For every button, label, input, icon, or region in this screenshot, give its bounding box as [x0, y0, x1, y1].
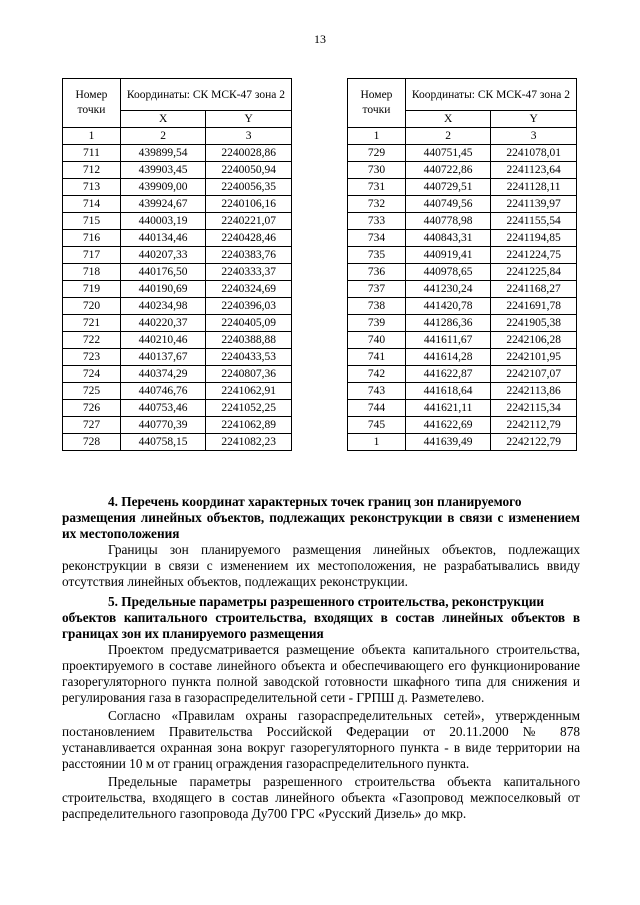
y-coordinate-cell: 2240106,16: [206, 196, 292, 213]
x-coordinate-cell: 440758,15: [120, 434, 205, 451]
x-coordinate-cell: 439899,54: [120, 145, 205, 162]
x-coordinate-cell: 441286,36: [405, 315, 490, 332]
x-coordinate-cell: 440176,50: [120, 264, 205, 281]
x-coordinate-cell: 440778,98: [405, 213, 490, 230]
column-index: 1: [63, 128, 121, 145]
y-coordinate-cell: 2240383,76: [206, 247, 292, 264]
section-4-heading: [62, 494, 580, 542]
table-row: [348, 196, 577, 213]
y-coordinate-cell: 2240324,69: [206, 281, 292, 298]
point-number-cell: 720: [63, 298, 121, 315]
page-number: 13: [314, 32, 326, 46]
section-5-paragraph-3: Предельные параметры разрешенного строительства объекта капитального строительства, входящего в состав линейного объекта «Газопровод межпоселковый от распределительного газопровода Ду700 ГРС «Русский Дизель» до мкр.: [62, 774, 580, 821]
table-row: [63, 264, 292, 281]
table-row: [348, 400, 577, 417]
point-number-cell: 743: [348, 383, 406, 400]
x-coordinate-cell: 440722,86: [405, 162, 490, 179]
point-number-cell: 727: [63, 417, 121, 434]
y-coordinate-cell: 2242122,79: [491, 434, 577, 451]
header-point-number: Номер точки: [63, 79, 121, 128]
point-number-cell: 728: [63, 434, 121, 451]
point-number-cell: 742: [348, 366, 406, 383]
header-x: X: [120, 111, 205, 128]
table-row: [63, 281, 292, 298]
y-coordinate-cell: 2241078,01: [491, 145, 577, 162]
column-index: 2: [120, 128, 205, 145]
header-point-number: Номер точки: [348, 79, 406, 128]
y-coordinate-cell: 2240333,37: [206, 264, 292, 281]
x-coordinate-cell: 440919,41: [405, 247, 490, 264]
y-coordinate-cell: 2241905,38: [491, 315, 577, 332]
x-coordinate-cell: 440003,19: [120, 213, 205, 230]
table-row: [63, 298, 292, 315]
section-5-paragraph-2: Согласно «Правилам охраны газораспределительных сетей», утвержденным постановлением Правительства Российской Федерации от 20.11.2000 № 878 устанавливается охранная зона вокруг газорегуляторного пункта - в виде территории на расстоянии 10 м от границ ограждения газораспределительного пункта.: [62, 708, 580, 771]
x-coordinate-cell: 439903,45: [120, 162, 205, 179]
header-y: Y: [491, 111, 577, 128]
table-row: [63, 332, 292, 349]
y-coordinate-cell: 2241691,78: [491, 298, 577, 315]
table-row: [63, 417, 292, 434]
header-coordinates: Координаты: СК МСК-47 зона 2: [405, 79, 576, 111]
y-coordinate-cell: 2241123,64: [491, 162, 577, 179]
y-coordinate-cell: 2242113,86: [491, 383, 577, 400]
point-number-cell: 724: [63, 366, 121, 383]
x-coordinate-cell: 439909,00: [120, 179, 205, 196]
x-coordinate-cell: 439924,67: [120, 196, 205, 213]
x-coordinate-cell: 440770,39: [120, 417, 205, 434]
table-row: [348, 383, 577, 400]
column-index: 3: [491, 128, 577, 145]
y-coordinate-cell: 2240056,35: [206, 179, 292, 196]
table-row: [348, 315, 577, 332]
point-number-cell: 739: [348, 315, 406, 332]
section-5: [62, 594, 580, 822]
x-coordinate-cell: 440751,45: [405, 145, 490, 162]
x-coordinate-cell: 440749,56: [405, 196, 490, 213]
point-number-cell: 715: [63, 213, 121, 230]
point-number-cell: 723: [63, 349, 121, 366]
x-coordinate-cell: 441618,64: [405, 383, 490, 400]
column-index: 3: [206, 128, 292, 145]
table-row: [348, 213, 577, 230]
table-row: [348, 230, 577, 247]
y-coordinate-cell: 2241224,75: [491, 247, 577, 264]
y-coordinate-cell: 2242107,07: [491, 366, 577, 383]
y-coordinate-cell: 2240428,46: [206, 230, 292, 247]
section-5-paragraph-1: Проектом предусматривается размещение объекта капитального строительства, проектируемого в составе линейного объекта и обеспечивающего его функционирование газорегуляторного пункта полной заводской готовности шкафного типа для снижения и регулирования газа в газораспределительной сети - ГРПШ д. Разметелево.: [62, 642, 580, 705]
y-coordinate-cell: 2240388,88: [206, 332, 292, 349]
table-row: [348, 162, 577, 179]
table-row: [348, 179, 577, 196]
x-coordinate-cell: 441230,24: [405, 281, 490, 298]
header-coordinates: Координаты: СК МСК-47 зона 2: [120, 79, 291, 111]
y-coordinate-cell: 2242115,34: [491, 400, 577, 417]
table-row: [63, 383, 292, 400]
y-coordinate-cell: 2240405,09: [206, 315, 292, 332]
point-number-cell: 717: [63, 247, 121, 264]
x-coordinate-cell: 440190,69: [120, 281, 205, 298]
header-x: X: [405, 111, 490, 128]
point-number-cell: 737: [348, 281, 406, 298]
section-4-heading-rest: размещения линейных объектов, подлежащих реконструкции в связи с изменением их местоположения: [62, 510, 580, 541]
x-coordinate-cell: 440220,37: [120, 315, 205, 332]
x-coordinate-cell: 440210,46: [120, 332, 205, 349]
y-coordinate-cell: 2241155,54: [491, 213, 577, 230]
section-5-heading-rest: объектов капитального строительства, входящих в состав линейных объектов в границах зон их планируемого размещения: [62, 610, 580, 641]
point-number-cell: 735: [348, 247, 406, 264]
point-number-cell: 713: [63, 179, 121, 196]
y-coordinate-cell: 2240807,36: [206, 366, 292, 383]
x-coordinate-cell: 441622,69: [405, 417, 490, 434]
y-coordinate-cell: 2242106,28: [491, 332, 577, 349]
x-coordinate-cell: 441622,87: [405, 366, 490, 383]
point-number-cell: 719: [63, 281, 121, 298]
point-number-cell: 716: [63, 230, 121, 247]
point-number-cell: 738: [348, 298, 406, 315]
column-index: 2: [405, 128, 490, 145]
table-row: [348, 349, 577, 366]
point-number-cell: 729: [348, 145, 406, 162]
section-5-heading: [62, 594, 580, 642]
y-coordinate-cell: 2242101,95: [491, 349, 577, 366]
point-number-cell: 725: [63, 383, 121, 400]
point-number-cell: 726: [63, 400, 121, 417]
section-4-heading-line1: 4. Перечень координат характерных точек границ зон планируемого: [108, 494, 522, 509]
table-row: [348, 247, 577, 264]
table-row: [348, 417, 577, 434]
point-number-cell: 736: [348, 264, 406, 281]
table-row: [348, 264, 577, 281]
table-row: [63, 315, 292, 332]
x-coordinate-cell: 440753,46: [120, 400, 205, 417]
y-coordinate-cell: 2240433,53: [206, 349, 292, 366]
y-coordinate-cell: 2241052,25: [206, 400, 292, 417]
point-number-cell: 740: [348, 332, 406, 349]
y-coordinate-cell: 2240396,03: [206, 298, 292, 315]
table-row: [63, 179, 292, 196]
point-number-cell: 733: [348, 213, 406, 230]
point-number-cell: 718: [63, 264, 121, 281]
table-row: [348, 332, 577, 349]
point-number-cell: 721: [63, 315, 121, 332]
coordinates-table-right: [347, 78, 577, 451]
x-coordinate-cell: 440134,46: [120, 230, 205, 247]
x-coordinate-cell: 440137,67: [120, 349, 205, 366]
y-coordinate-cell: 2241128,11: [491, 179, 577, 196]
section-5-heading-line1: 5. Предельные параметры разрешенного строительства, реконструкции: [108, 594, 545, 609]
point-number-cell: 732: [348, 196, 406, 213]
point-number-cell: 711: [63, 145, 121, 162]
x-coordinate-cell: 441621,11: [405, 400, 490, 417]
table-row: [63, 400, 292, 417]
table-row: [348, 281, 577, 298]
x-coordinate-cell: 440843,31: [405, 230, 490, 247]
y-coordinate-cell: 2241139,97: [491, 196, 577, 213]
x-coordinate-cell: 440207,33: [120, 247, 205, 264]
table-row: [63, 213, 292, 230]
section-4-paragraph: Границы зон планируемого размещения линейных объектов, подлежащих реконструкции в связи с изменением их местоположения, не разрабатывались ввиду отсутствия линейных объектов, подлежащих реконструкции.: [62, 542, 580, 589]
table-row: [63, 145, 292, 162]
point-number-cell: 722: [63, 332, 121, 349]
point-number-cell: 744: [348, 400, 406, 417]
coordinates-table-left: [62, 78, 292, 451]
x-coordinate-cell: 440729,51: [405, 179, 490, 196]
table-row: [63, 196, 292, 213]
table-row: [63, 434, 292, 451]
x-coordinate-cell: 440374,29: [120, 366, 205, 383]
y-coordinate-cell: 2241062,89: [206, 417, 292, 434]
point-number-cell: 734: [348, 230, 406, 247]
table-row: [63, 230, 292, 247]
x-coordinate-cell: 441420,78: [405, 298, 490, 315]
y-coordinate-cell: 2242112,79: [491, 417, 577, 434]
point-number-cell: 730: [348, 162, 406, 179]
table-row: [348, 434, 577, 451]
y-coordinate-cell: 2241225,84: [491, 264, 577, 281]
point-number-cell: 714: [63, 196, 121, 213]
y-coordinate-cell: 2241062,91: [206, 383, 292, 400]
table-row: [63, 366, 292, 383]
column-index: 1: [348, 128, 406, 145]
y-coordinate-cell: 2240050,94: [206, 162, 292, 179]
table-row: [63, 162, 292, 179]
point-number-cell: 731: [348, 179, 406, 196]
header-y: Y: [206, 111, 292, 128]
x-coordinate-cell: 441611,67: [405, 332, 490, 349]
table-row: [63, 247, 292, 264]
point-number-cell: 1: [348, 434, 406, 451]
point-number-cell: 741: [348, 349, 406, 366]
table-row: [348, 366, 577, 383]
y-coordinate-cell: 2240221,07: [206, 213, 292, 230]
x-coordinate-cell: 441614,28: [405, 349, 490, 366]
y-coordinate-cell: 2240028,86: [206, 145, 292, 162]
y-coordinate-cell: 2241194,85: [491, 230, 577, 247]
y-coordinate-cell: 2241082,23: [206, 434, 292, 451]
point-number-cell: 745: [348, 417, 406, 434]
x-coordinate-cell: 440978,65: [405, 264, 490, 281]
section-4: [62, 494, 580, 590]
table-row: [348, 145, 577, 162]
x-coordinate-cell: 441639,49: [405, 434, 490, 451]
y-coordinate-cell: 2241168,27: [491, 281, 577, 298]
x-coordinate-cell: 440746,76: [120, 383, 205, 400]
table-row: [63, 349, 292, 366]
x-coordinate-cell: 440234,98: [120, 298, 205, 315]
point-number-cell: 712: [63, 162, 121, 179]
table-row: [348, 298, 577, 315]
